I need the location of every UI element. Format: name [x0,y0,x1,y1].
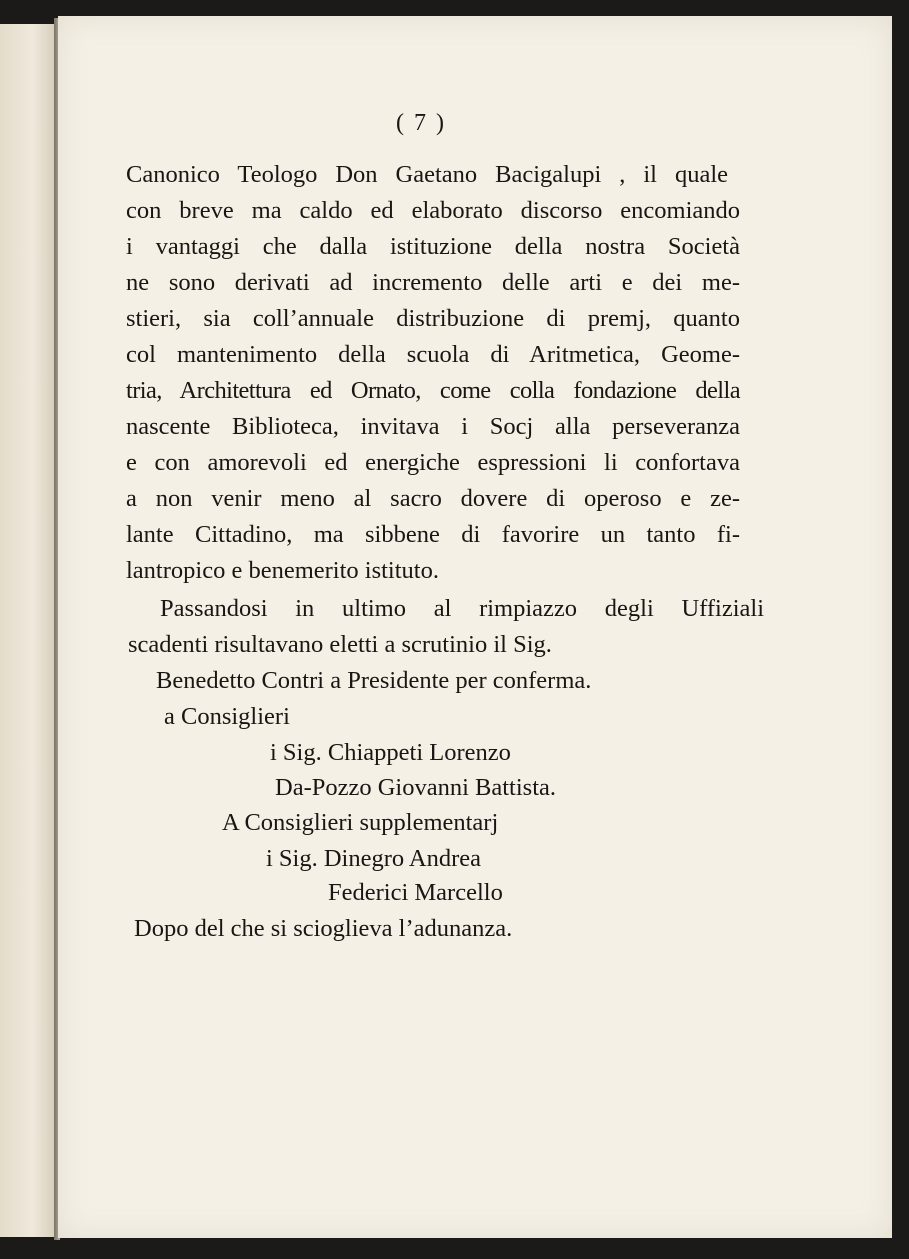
text-line: lante Cittadino, ma sibbene di favorire un tanto fi- [126,521,740,548]
text-line: lantropico e benemerito istituto. [126,557,439,584]
text-line: Benedetto Contri a Presidente per conferma. [156,667,592,694]
text-line: con breve ma caldo ed elaborato discorso encomiando [126,197,740,224]
text-line: a Consiglieri [164,703,290,730]
text-line: nascente Biblioteca, invitava i Socj alla perseveranza [126,413,740,440]
text-line: Canonico Teologo Don Gaetano Bacigalupi , il quale [126,161,728,188]
text-line: Dopo del che si scioglieva l’adunanza. [134,915,513,942]
book-page [58,16,892,1238]
text-line: tria, Architettura ed Ornato, come colla fondazione della [126,377,740,404]
text-line: A Consiglieri supplementarj [222,809,499,836]
text-line: col mantenimento della scuola di Aritmetica, Geome- [126,341,740,368]
text-line: i Sig. Chiappeti Lorenzo [270,739,511,766]
facing-page-edge [0,24,54,1237]
text-line: Passandosi in ultimo al rimpiazzo degli Uffiziali [160,595,764,622]
text-line: i Sig. Dinegro Andrea [266,845,482,872]
text-line: e con amorevoli ed energiche espressioni li confortava [126,449,740,476]
text-line: stieri, sia coll’annuale distribuzione di premj, quanto [126,305,740,332]
text-line: ne sono derivati ad incremento delle arti e dei me- [126,269,740,296]
page-number: ( 7 ) [396,110,446,136]
text-line: scadenti risultavano eletti a scrutinio il Sig. [128,631,552,658]
page-text [58,16,892,1238]
text-line: Da-Pozzo Giovanni Battista. [275,774,557,801]
text-line: i vantaggi che dalla istituzione della nostra Società [126,233,740,260]
text-line: Federici Marcello [328,879,503,906]
text-line: a non venir meno al sacro dovere di operoso e ze- [126,485,740,512]
